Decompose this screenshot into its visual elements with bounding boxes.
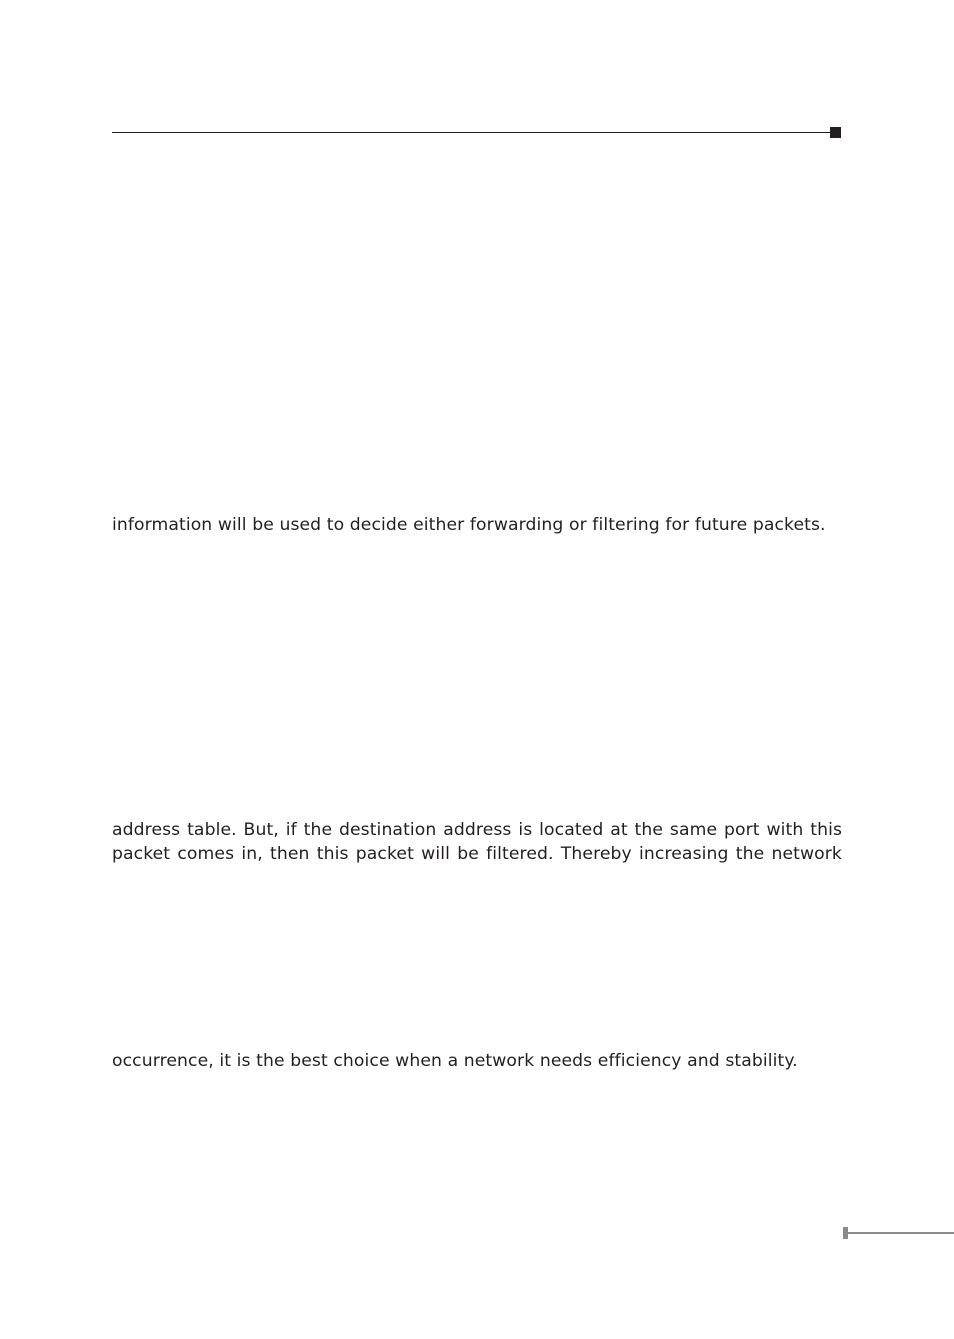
- header-rule: [112, 132, 832, 133]
- paragraph-line: information will be used to decide either forwarding or filtering for future packets.: [112, 515, 826, 535]
- paragraph-forwarding-info: [112, 513, 842, 537]
- paragraph-address-table: [112, 818, 842, 866]
- paragraph-efficiency: [112, 1049, 842, 1073]
- header-square-marker: [830, 127, 841, 138]
- paragraph-line: occurrence, it is the best choice when a network needs efficiency and stability.: [112, 1051, 798, 1071]
- paragraph-line: packet comes in, then this packet will be filtered. Thereby increasing the network: [112, 844, 842, 864]
- footer-rule: [848, 1232, 954, 1234]
- paragraph-line: address table. But, if the destination address is located at the same port with this: [112, 820, 842, 840]
